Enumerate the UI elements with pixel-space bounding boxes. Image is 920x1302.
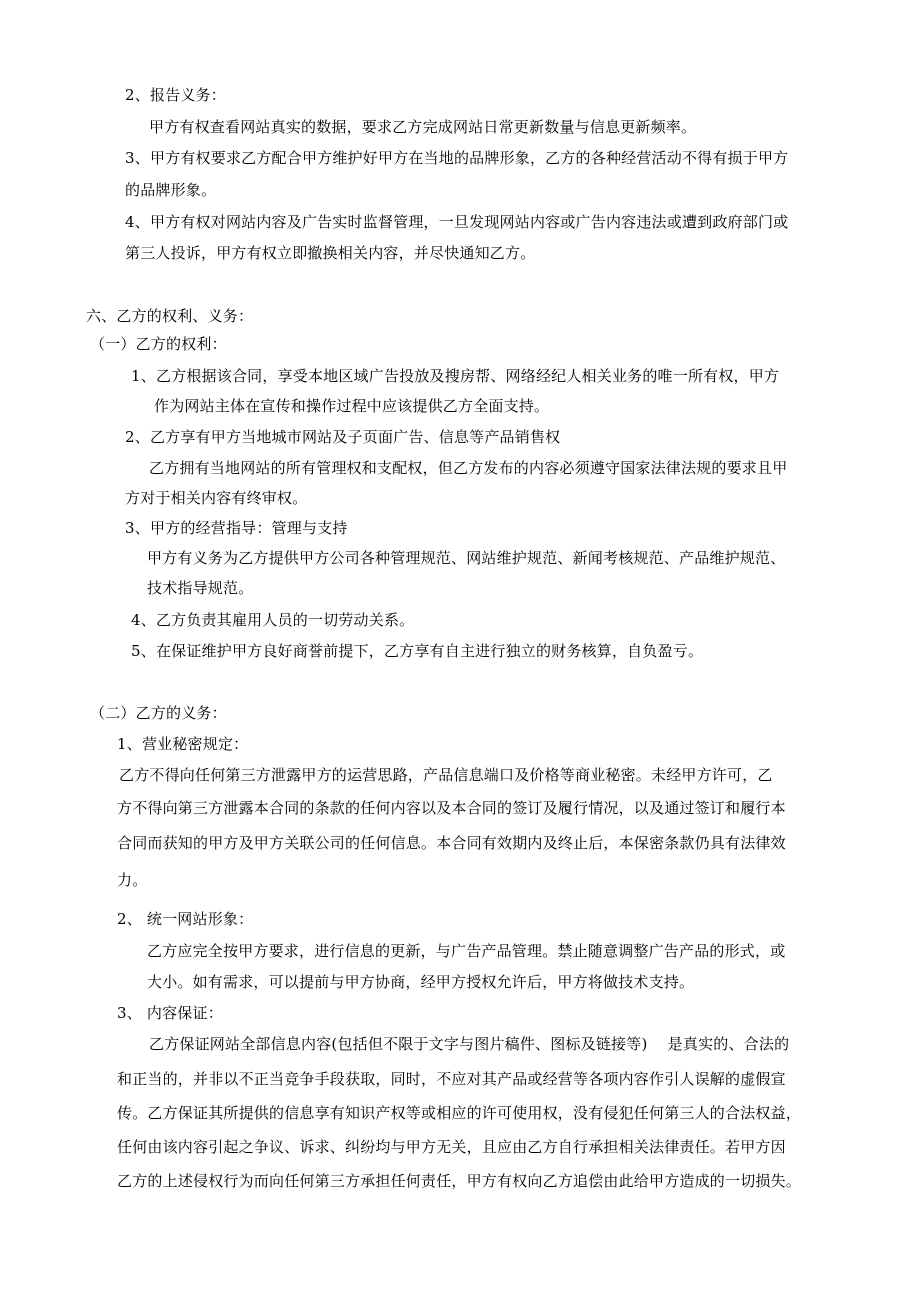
text-line: 2、报告义务：: [125, 86, 226, 104]
text-line: 2、乙方享有甲方当地城市网站及子页面广告、信息等产品销售权: [125, 428, 561, 446]
text-line: 方不得向第三方泄露本合同的条款的任何内容以及本合同的签订及履行情况，以及通过签订和履行本: [117, 799, 786, 817]
text-line: 合同而获知的甲方及甲方关联公司的任何信息。本合同有效期内及终止后，本保密条款仍具有法律效: [117, 834, 786, 852]
text-line: 第三人投诉，甲方有权立即撤换相关内容，并尽快通知乙方。: [125, 244, 536, 262]
text-line: 乙方保证网站全部信息内容(包括但不限于文字与图片稿件、图标及链接等) 是真实的、合法的: [149, 1035, 790, 1053]
text-line: 力。: [117, 871, 148, 889]
text-line: 3、 内容保证：: [117, 1004, 223, 1022]
text-line: 2、 统一网站形象：: [117, 910, 254, 928]
text-line: 3、甲方有权要求乙方配合甲方维护好甲方在当地的品牌形象，乙方的各种经营活动不得有损于甲方: [125, 149, 789, 167]
subsection-heading: （一）乙方的权利：: [90, 335, 227, 353]
text-line: 1、乙方根据该合同，享受本地区域广告投放及搜房帮、网络经纪人相关业务的唯一所有权，甲方: [131, 367, 780, 385]
text-line: 4、乙方负责其雇用人员的一切劳动关系。: [131, 611, 415, 629]
text-line: 5、在保证维护甲方良好商誉前提下，乙方享有自主进行独立的财务核算，自负盈亏。: [131, 642, 704, 660]
text-line: 大小。如有需求，可以提前与甲方协商，经甲方授权允许后，甲方将做技术支持。: [147, 973, 695, 991]
text-line: 甲方有义务为乙方提供甲方公司各种管理规范、网站维护规范、新闻考核规范、产品维护规范、: [147, 549, 786, 567]
text-line: 4、甲方有权对网站内容及广告实时监督管理，一旦发现网站内容或广告内容违法或遭到政府部门或: [125, 213, 789, 231]
text-line: 1、营业秘密规定：: [117, 735, 249, 753]
text-line: 乙方应完全按甲方要求，进行信息的更新，与广告产品管理。禁止随意调整广告产品的形式，或: [147, 942, 786, 960]
text-line: 技术指导规范。: [147, 579, 254, 597]
subsection-heading: （二）乙方的义务：: [90, 704, 227, 722]
text-line: 传。乙方保证其所提供的信息享有知识产权等或相应的许可使用权，没有侵犯任何第三人的合法权益，: [117, 1104, 802, 1122]
text-line: 3、甲方的经营指导：管理与支持: [125, 519, 348, 537]
text-line: 乙方拥有当地网站的所有管理权和支配权，但乙方发布的内容必须遵守国家法律法规的要求且甲: [149, 459, 788, 477]
section-heading: 六、乙方的权利、义务：: [86, 307, 254, 325]
text-line: 任何由该内容引起之争议、诉求、纠纷均与甲方无关，且应由乙方自行承担相关法律责任。若甲方因: [117, 1138, 786, 1156]
text-line: 作为网站主体在宣传和操作过程中应该提供乙方全面支持。: [154, 397, 550, 415]
text-line: 的品牌形象。: [125, 181, 217, 199]
text-line: 和正当的，并非以不正当竞争手段获取，同时，不应对其产品或经营等各项内容作引人误解的虚假宣: [117, 1070, 786, 1088]
text-line: 方对于相关内容有终审权。: [125, 489, 308, 507]
text-line: 乙方不得向任何第三方泄露甲方的运营思路，产品信息端口及价格等商业秘密。未经甲方许可，乙: [119, 766, 773, 784]
text-line: 甲方有权查看网站真实的数据，要求乙方完成网站日常更新数量与信息更新频率。: [149, 118, 697, 136]
text-line: 乙方的上述侵权行为而向任何第三方承担任何责任，甲方有权向乙方追偿由此给甲方造成的一切损失。: [117, 1172, 802, 1190]
